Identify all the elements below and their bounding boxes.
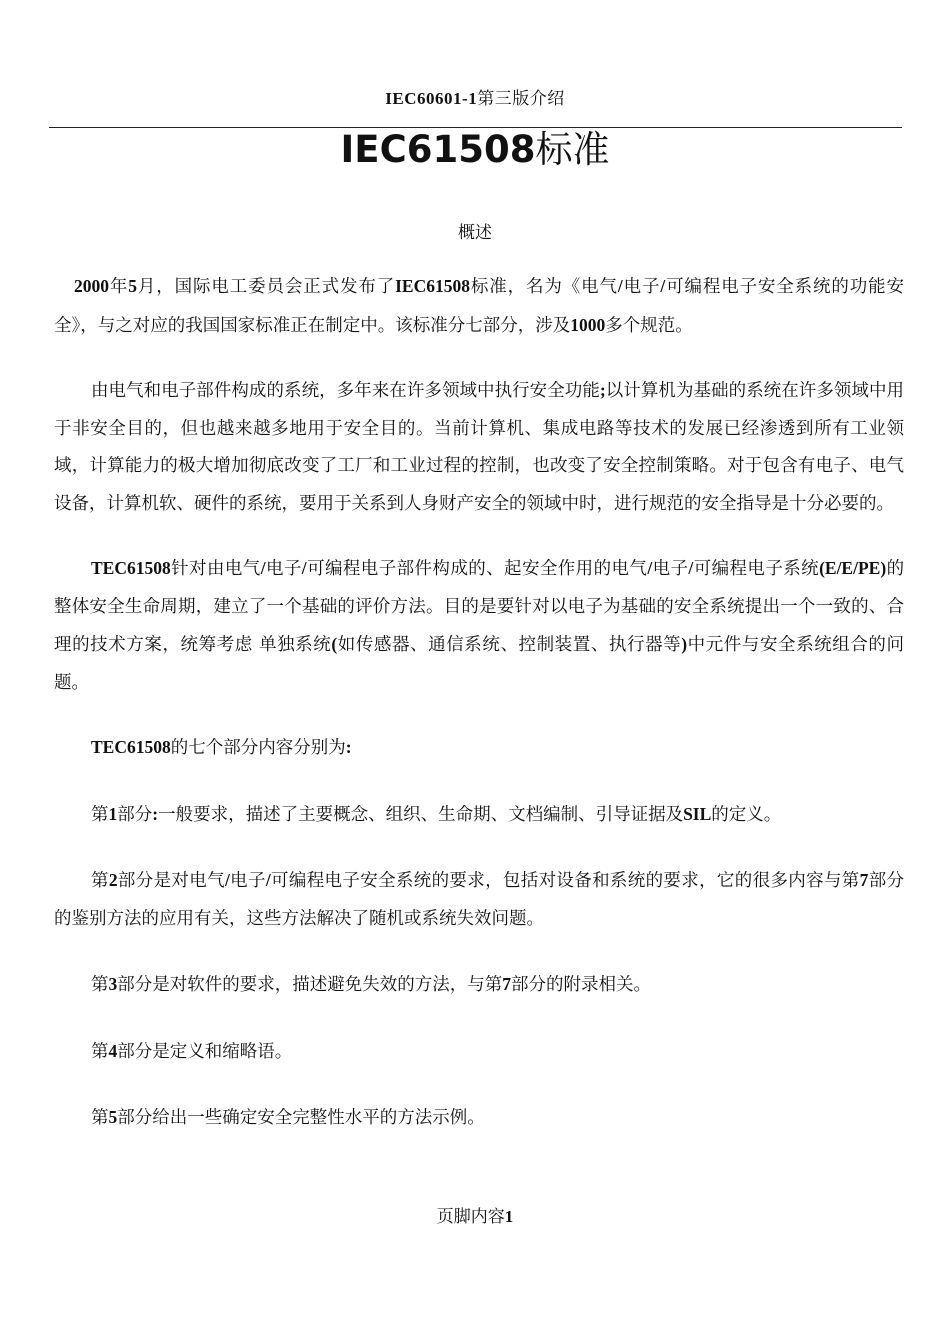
text-bold: TEC61508: [91, 737, 171, 757]
text: 的整体安全生命周期，建立了一个基础的评价方法。目的是要针对以电子为基础的安全系统提出一个一致的、合理的技术方案，统筹考虑 单独系统: [54, 559, 905, 655]
text-bold: SIL: [683, 803, 712, 824]
text: 部分是对软件的要求，描述避免失效的方法，与第: [117, 975, 503, 995]
text: 部分的鉴别方法的应用有关，这些方法解决了随机或系统失效问题。: [54, 871, 905, 929]
paragraph-part-3: [54, 966, 904, 1005]
text: 电子: [265, 559, 302, 579]
text-bold: /: [647, 558, 653, 578]
text: 电子: [229, 871, 266, 891]
text-bold: 5: [108, 1107, 118, 1127]
text: 可编程电子安全系统的要求，包括对设备和系统的要求，它的很多内容与第: [270, 871, 860, 891]
text: 可编程电子系统: [693, 559, 820, 579]
text-bold: /: [301, 558, 307, 578]
text-bold: 1: [108, 803, 118, 824]
text: 部分是定义和缩略语。: [117, 1041, 293, 1062]
text-bold: /: [265, 870, 271, 890]
text-bold: /: [660, 276, 666, 296]
page-number: 1: [504, 1207, 514, 1226]
text-bold: 2: [108, 870, 118, 890]
text: 针对由电气: [170, 559, 261, 579]
document-body: [54, 268, 904, 1138]
text-bold: 7: [502, 974, 511, 994]
paragraph-intro: [54, 268, 904, 345]
title-code: IEC61508: [340, 128, 536, 171]
text: 部分: [117, 804, 153, 825]
text: 多个规范。: [605, 315, 693, 336]
text: 部分是对电气: [117, 871, 225, 891]
text-bold: 3: [108, 974, 118, 994]
section-heading: 概述: [458, 223, 492, 243]
paragraph-parts-intro: [54, 729, 904, 768]
text-bold: (E/E/PE): [819, 558, 887, 578]
text: 月，国际电工委员会正式发布了: [137, 277, 396, 297]
text: 第: [91, 975, 109, 995]
text: 的七个部分内容分别为: [170, 738, 346, 758]
text: 部分给出一些确定安全完整性水平的方法示例。: [117, 1108, 485, 1128]
text-bold: 7: [859, 870, 869, 890]
text: 可编程电子部件构成的、起安全作用的电气: [306, 559, 648, 579]
text: 中元件与安全系统组合的问题。: [54, 635, 905, 693]
text: 电子: [652, 559, 689, 579]
paragraph-part-2: [54, 862, 904, 938]
text-bold: /: [260, 558, 266, 578]
text-bold: :: [152, 803, 159, 824]
text: 一般要求，描述了主要概念、组织、生命期、文档编制、引导证据及: [158, 804, 684, 825]
text-bold: :: [345, 737, 352, 757]
page-header: [0, 84, 950, 109]
text: 的定义。: [711, 804, 782, 825]
text-bold: /: [224, 870, 230, 890]
text: 电子: [622, 277, 661, 297]
text-bold: 5: [128, 276, 137, 296]
paragraph-part-5: [54, 1099, 904, 1138]
text: 如传感器、通信系统、控制装置、执行器等: [337, 635, 682, 655]
footer-text: 页脚内容: [436, 1207, 505, 1227]
text: 由电气和电子部件构成的系统，多年来在许多领域中执行安全功能: [91, 381, 600, 401]
text-bold: (: [331, 634, 338, 654]
text: 年: [109, 277, 129, 297]
text: 标准，名为《电气: [469, 277, 618, 297]
paragraph-part-1: [54, 796, 904, 835]
text-bold: 1000: [570, 314, 606, 335]
header-code: IEC60601-1: [385, 89, 478, 108]
text: 可编程电子安全系统的功能安全》，与之对应的我国国家标准正在制定中。该标准分七部分，涉及: [54, 277, 905, 336]
page-footer: [0, 1202, 950, 1227]
text-bold: IEC61508: [395, 276, 470, 296]
text-bold: 4: [108, 1040, 118, 1061]
text-bold: ): [681, 634, 688, 654]
paragraph-part-4: [54, 1033, 904, 1072]
text: 第: [91, 1041, 109, 1062]
text-bold: 2000: [74, 276, 109, 296]
text-bold: TEC61508: [91, 558, 171, 578]
text: 第: [91, 1108, 109, 1128]
paragraph-method: [54, 550, 904, 702]
paragraph-background: [54, 372, 904, 523]
text: 第: [91, 871, 109, 891]
text: 以计算机为基础的系统在许多领域中用于非安全目的，但也越来越多地用于安全目的。当前计算机、集成电路等技术的发展已经渗透到所有工业领域，计算能力的极大增加彻底改变了工厂和工业过程的控制，也改变了安全控制策略。对于包含有电子、电气设备，计算机软、硬件的系统，要用于关系到人身财产安全的领域中时，进行规范的安全指导是十分必要的。: [54, 381, 905, 514]
document-title: [0, 124, 950, 176]
title-text: 标准: [535, 128, 610, 171]
header-text: 第三版介绍: [477, 89, 565, 109]
text-bold: /: [688, 558, 694, 578]
text: 部分的附录相关。: [511, 975, 651, 995]
text-bold: ;: [599, 380, 606, 400]
text: 第: [91, 804, 109, 825]
text-bold: /: [617, 276, 623, 296]
